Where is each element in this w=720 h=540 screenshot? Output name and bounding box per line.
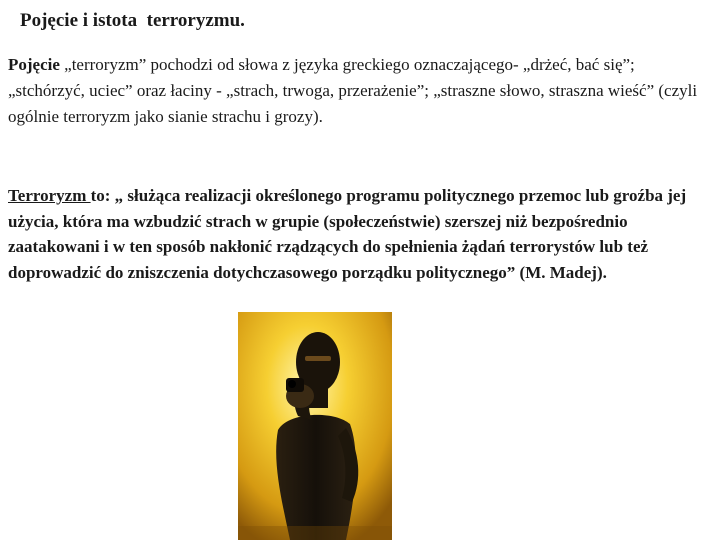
definition-etymology (8, 52, 708, 130)
definition-lead: Pojęcie (8, 55, 60, 74)
definition-terrorism (8, 183, 713, 285)
definition-term: Terroryzm (8, 186, 91, 205)
definition-terrorism-text: to: „ służąca realizacji określonego programu politycznego przemoc lub groźba jej użycia, która ma wzbudzić strach w grupie (społeczeństwie) szerszej niż bezpośrednio zaatakowani i w ten sposób nakłonić rządzących do spełnienia żądań terrorystów lub też doprowadzić do zniszczenia dotychczasowego porządku politycznego” (M. Madej). (8, 186, 687, 282)
slide-title: Pojęcie i istota terroryzmu. (20, 10, 245, 31)
definition-etymology-text: „terroryzm” pochodzi od słowa z języka greckiego oznaczającego- „drżeć, bać się”; „stchórzyć, uciec” oraz łaciny - „strach, trwoga, przerażenie”; „straszne słowo, straszna wieść” (czyli ogólnie terroryzm jako sianie strachu i grozy). (8, 55, 698, 126)
masked-gunman-photo (238, 312, 392, 540)
